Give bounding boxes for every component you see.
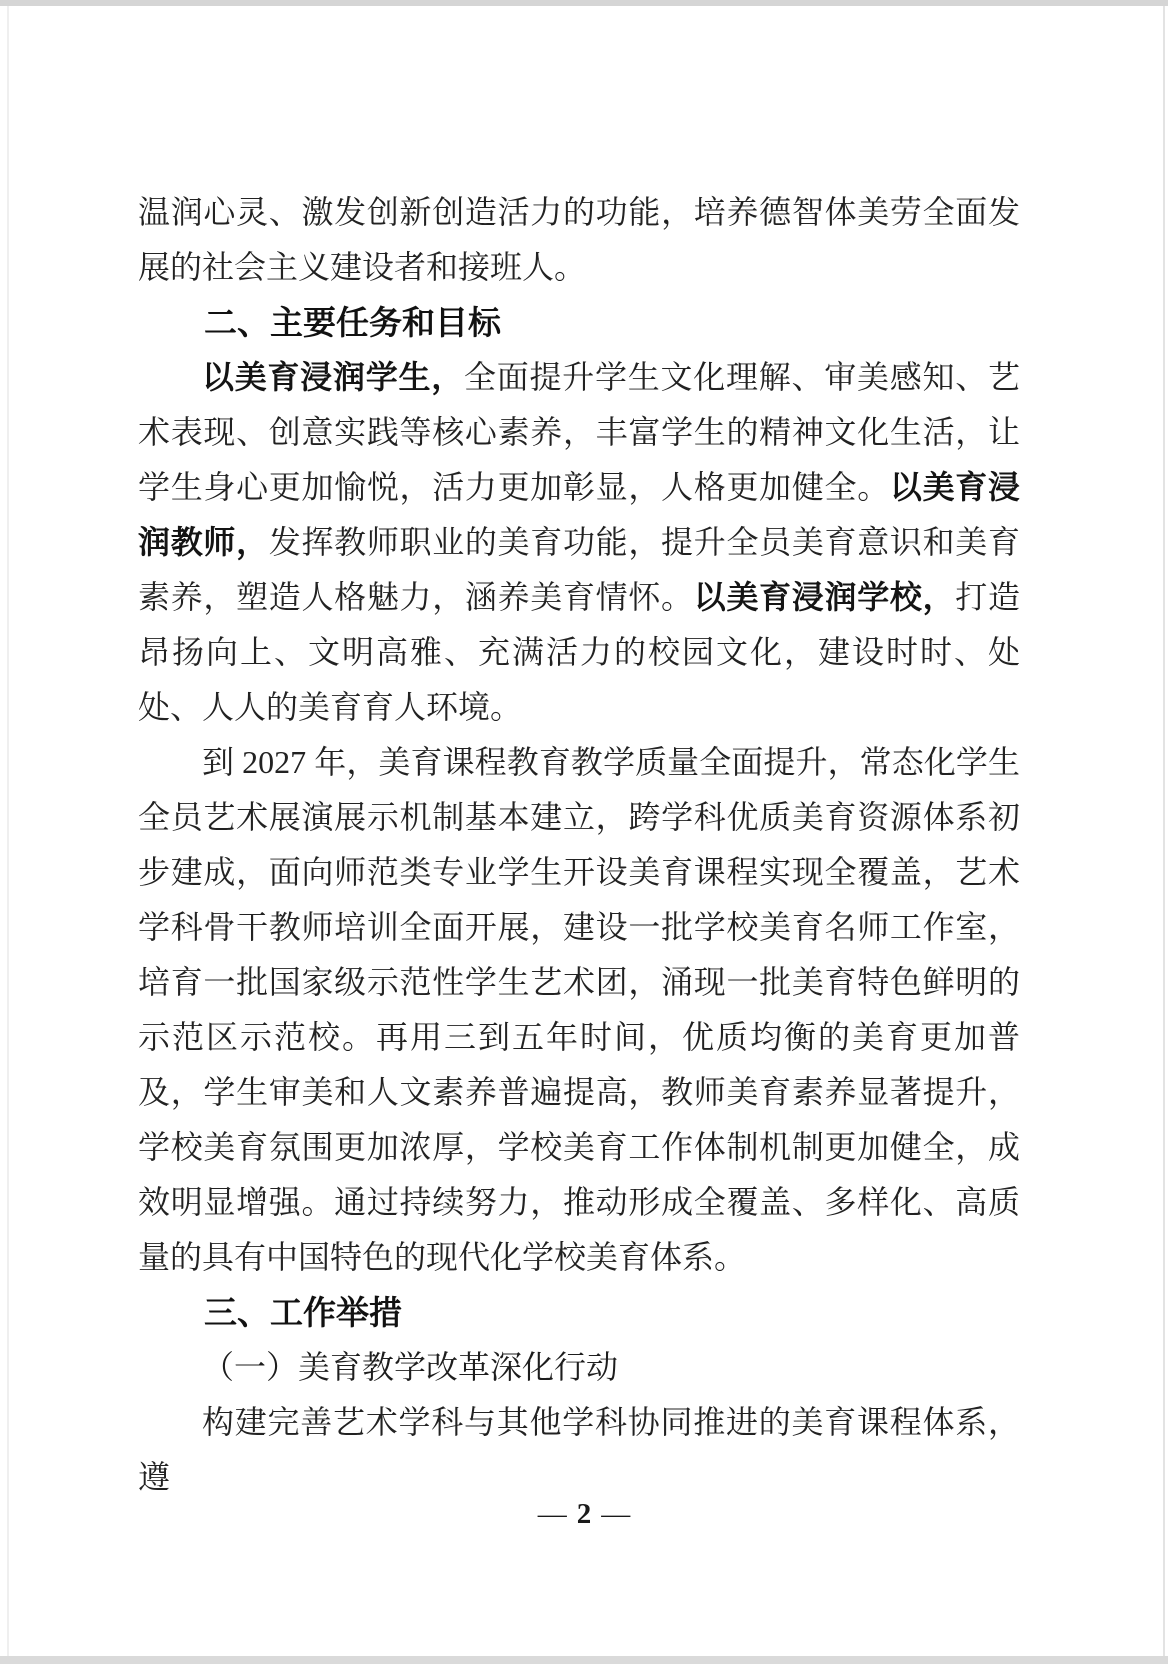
page-number-dash-left: — (537, 1498, 567, 1530)
scan-edge-bottom (0, 1656, 1168, 1664)
document-body (138, 185, 1020, 1505)
scan-edge-left (7, 6, 9, 1656)
paragraph-intro-continuation: 温润心灵、激发创新创造活力的功能，培养德智体美劳全面发展的社会主义建设者和接班人。 (138, 194, 1020, 285)
text-run-students: 全面提升学生文化理解、审美感知、艺术表现、创意实践等核心素养，丰富学生的精神文化生活，让学生身心更加愉悦，活力更加彰显，人格更加健全。 (138, 359, 1020, 505)
subsection-heading-teaching-reform: （一）美育教学改革深化行动 (202, 1349, 619, 1385)
bold-run-teachers: 以美育浸润教师， (138, 469, 1020, 560)
page-number (0, 1492, 1168, 1537)
paragraph-goals-2027: 到 2027 年，美育课程教育教学质量全面提升，常态化学生全员艺术展演展示机制基本建立，跨学科优质美育资源体系初步建成，面向师范类专业学生开设美育课程实现全覆盖，艺术学科骨干教师培训全面开展，建设一批学校美育名师工作室，培育一批国家级示范性学生艺术团，涌现一批美育特色鲜明的示范区示范校。再用三到五年时间，优质均衡的美育更加普及，学生审美和人文素养普遍提高，教师美育素养显著提升，学校美育氛围更加浓厚，学校美育工作体制机制更加健全，成效明显增强。通过持续努力，推动形成全覆盖、多样化、高质量的具有中国特色的现代化学校美育体系。 (138, 744, 1020, 1275)
text-run-teachers: 发挥教师职业的美育功能，提升全员美育意识和美育素养，塑造人格魅力，涵养美育情怀。 (138, 524, 1020, 615)
page-number-dash-right: — (601, 1498, 631, 1530)
scan-edge-top (0, 0, 1168, 6)
paragraph-tasks (138, 350, 1020, 735)
page-number-value: 2 (576, 1498, 592, 1530)
bold-run-schools: 以美育浸润学校， (693, 579, 956, 615)
bold-run-students: 以美育浸润学生， (202, 359, 464, 395)
section-heading-work-measures: 三、工作举措 (204, 1294, 402, 1331)
section-heading-main-tasks: 二、主要任务和目标 (204, 304, 501, 341)
paragraph-action1-start: 构建完善艺术学科与其他学科协同推进的美育课程体系，遵 (138, 1404, 1020, 1495)
scan-edge-right (1163, 6, 1165, 1656)
text-run-schools: 打造昂扬向上、文明高雅、充满活力的校园文化，建设时时、处处、人人的美育育人环境。 (138, 579, 1020, 725)
